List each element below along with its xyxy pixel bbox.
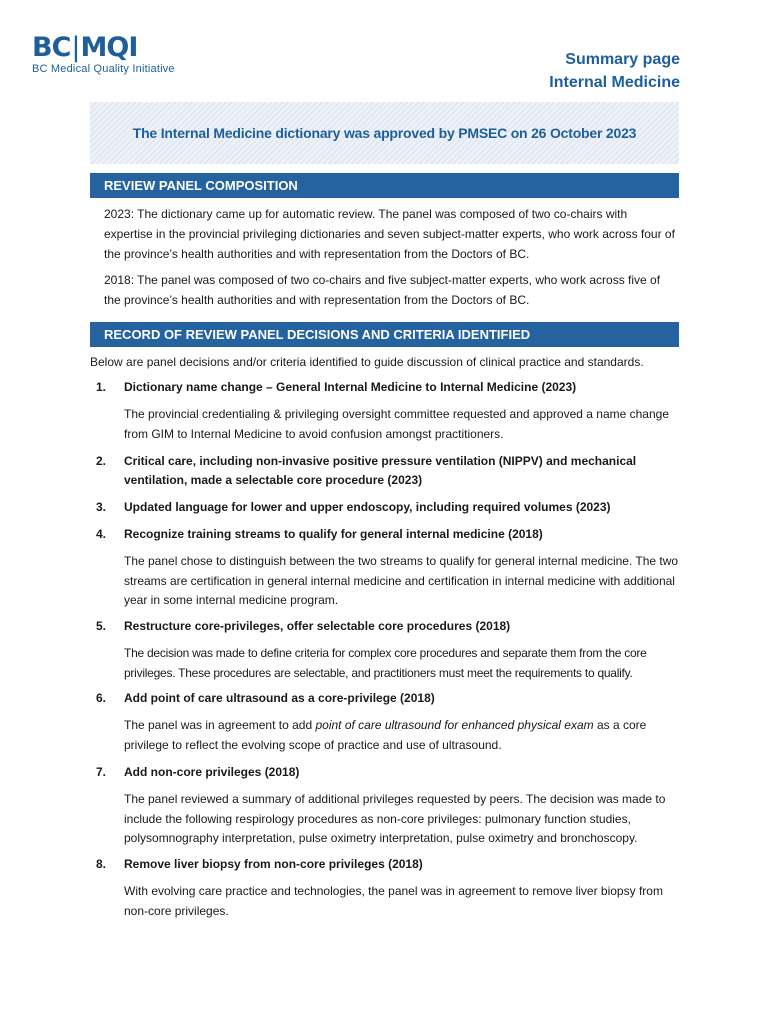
item-description-emphasis: point of care ultrasound for enhanced physical exam [315, 718, 594, 732]
page-title [549, 48, 680, 94]
title-line-2: Internal Medicine [549, 74, 680, 91]
item-description: The decision was made to define criteria for complex core procedures and separate them from the core privileges. These procedures are selectable, and practitioners must meet the requirements to qualify. [124, 646, 647, 680]
decision-item-5 [90, 617, 690, 683]
item-number: 3. [96, 500, 107, 514]
decision-item-4 [90, 525, 690, 611]
decision-item-2 [90, 452, 690, 490]
review-2023-paragraph: 2023: The dictionary came up for automatic review. The panel was composed of two co-chairs with expertise in the provincial privileging dictionaries and seven subject-matter experts, who work across four of the province’s health authorities and with representation from the Doctors of BC. [104, 207, 675, 261]
logo-subtitle: BC Medical Quality Initiative [32, 63, 175, 75]
item-number: 2. [96, 454, 107, 468]
review-2018-paragraph: 2018: The panel was composed of two co-chairs and five subject-matter experts, who work across five of the province’s health authorities and with representation from the Doctors of BC. [104, 273, 661, 307]
record-heading: RECORD OF REVIEW PANEL DECISIONS AND CRITERIA IDENTIFIED [90, 322, 679, 347]
item-title: Dictionary name change – General Internal Medicine to Internal Medicine (2023) [124, 380, 577, 394]
item-description: The provincial credentialing & privileging oversight committee requested and approved a name change from GIM to Internal Medicine to avoid confusion amongst practitioners. [124, 407, 669, 441]
review-panel-heading: REVIEW PANEL COMPOSITION [90, 173, 679, 198]
item-title: Remove liver biopsy from non-core privileges (2018) [124, 857, 423, 871]
item-title: Recognize training streams to qualify for general internal medicine (2018) [124, 527, 543, 541]
item-number: 4. [96, 527, 107, 541]
item-number: 1. [96, 380, 107, 394]
record-intro: Below are panel decisions and/or criteria identified to guide discussion of clinical practice and standards. [90, 355, 644, 369]
item-number: 7. [96, 765, 107, 779]
item-title: Updated language for lower and upper endoscopy, including required volumes (2023) [124, 500, 611, 514]
item-title: Add non-core privileges (2018) [124, 765, 300, 779]
item-description: The panel was in agreement to add point of care ultrasound for enhanced physical exam as a core privilege to reflect the evolving scope of practice and use of ultrasound. [124, 718, 647, 752]
bcmqi-logo [32, 34, 175, 75]
item-number: 5. [96, 619, 107, 633]
item-description: The panel reviewed a summary of additional privileges requested by peers. The decision was made to include the following respirology procedures as non-core privileges: pulmonary function studies, polysomnography interpretation, pulse oximetry interpretation, pulse oximetry and bronchoscopy. [124, 792, 666, 845]
decision-item-1 [90, 378, 690, 444]
decision-item-7 [90, 763, 690, 849]
item-number: 6. [96, 691, 107, 705]
item-title: Add point of care ultrasound as a core-privilege (2018) [124, 691, 435, 705]
item-description: With evolving care practice and technologies, the panel was in agreement to remove liver biopsy from non-core privileges. [124, 884, 663, 918]
decision-item-8 [90, 855, 690, 921]
item-description: The panel chose to distinguish between the two streams to qualify for general internal medicine. The two streams are certification in general internal medicine and certification in internal medicine with additional year in some internal medicine program. [124, 554, 679, 607]
item-number: 8. [96, 857, 107, 871]
decision-item-6 [90, 689, 690, 755]
item-title: Critical care, including non-invasive positive pressure ventilation (NIPPV) and mechanical ventilation, made a selectable core procedure (2023) [124, 454, 637, 487]
approval-banner [90, 102, 679, 164]
title-line-1: Summary page [565, 51, 680, 68]
item-title: Restructure core-privileges, offer selectable core procedures (2018) [124, 619, 511, 633]
approval-text: The Internal Medicine dictionary was approved by PMSEC on 26 October 2023 [132, 125, 637, 141]
logo-mark: BC|MQI [32, 32, 138, 63]
decision-item-3 [90, 498, 690, 517]
